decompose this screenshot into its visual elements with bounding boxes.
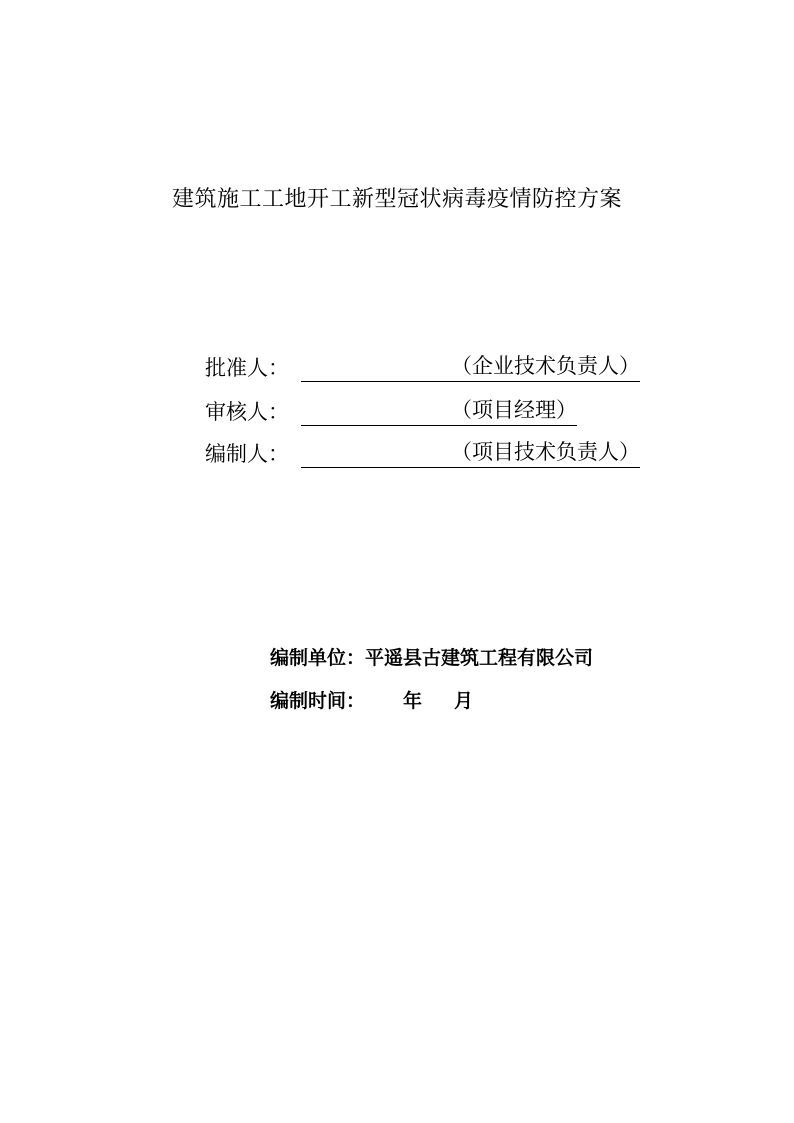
- signature-role: （项目经理）: [451, 398, 577, 422]
- compiling-unit: [270, 645, 593, 671]
- signature-role: （企业技术负责人）: [451, 354, 640, 378]
- signature-row-author: [205, 438, 640, 468]
- signature-line: [301, 438, 640, 468]
- compiling-unit-label: 编制单位：: [270, 647, 366, 669]
- signature-row-approver: [205, 352, 640, 382]
- compiling-time: [270, 688, 473, 714]
- document-title: 建筑施工工地开工新型冠状病毒疫情防控方案: [171, 187, 622, 212]
- signature-row-reviewer: [205, 396, 577, 426]
- signature-label: 审核人：: [205, 400, 289, 424]
- month-label: 月: [454, 690, 474, 712]
- signature-line: [301, 352, 640, 382]
- year-label: 年: [403, 690, 423, 712]
- signature-label: 编制人：: [205, 442, 289, 466]
- compiling-unit-value: 平遥县古建筑工程有限公司: [365, 647, 594, 669]
- signature-label: 批准人：: [205, 356, 289, 380]
- compiling-time-label: 编制时间：: [270, 690, 366, 712]
- signature-line: [301, 396, 577, 426]
- signature-role: （项目技术负责人）: [451, 440, 640, 464]
